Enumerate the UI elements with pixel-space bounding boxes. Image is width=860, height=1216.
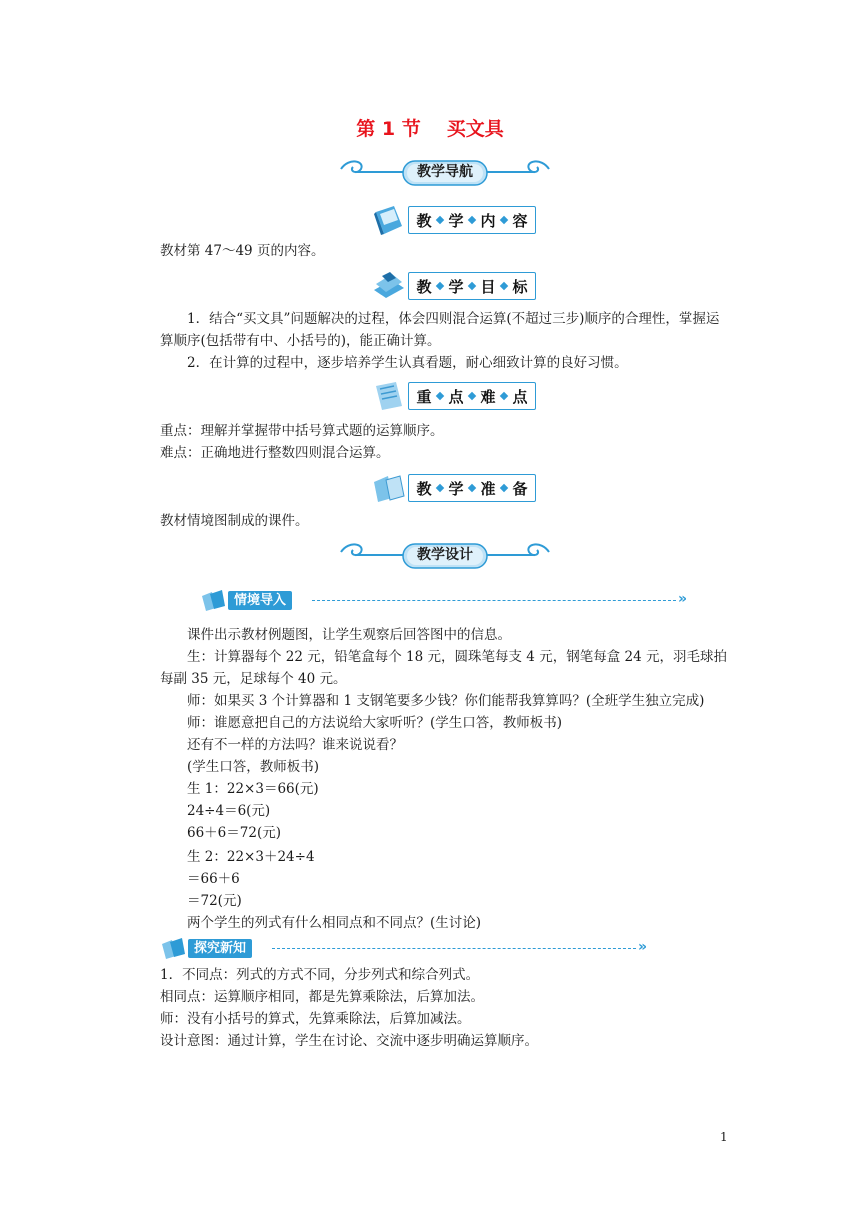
section-title-box: 教 学 内 容: [408, 206, 536, 234]
explore-line: 设计意图：通过计算，学生在讨论、交流中逐步明确运算顺序。: [160, 1033, 538, 1049]
intro-line: 师：如果买 3 个计算器和 1 支钢笔要多少钱？你们能帮我算算吗？(全班学生独立完成): [160, 693, 705, 709]
section-title-box: 教 学 目 标: [408, 272, 536, 300]
tag-label: 情境导入: [228, 591, 292, 610]
banner-teaching-nav: [335, 155, 555, 191]
section-title-box: 教 学 准 备: [408, 474, 536, 502]
tag-explore-new: [160, 938, 660, 960]
intro-line: 课件出示教材例题图，让学生观察后回答图中的信息。: [160, 627, 511, 643]
section-title-box: 重 点 难 点: [408, 382, 536, 410]
intro-line: 师：谁愿意把自己的方法说给大家听听？(学生口答，教师板书): [160, 715, 563, 731]
double-chevron-icon: »: [678, 591, 688, 607]
intro-line: 生 1：22×3＝66(元): [160, 781, 319, 797]
cards-icon: [200, 588, 226, 612]
content-text: 教材第 47～49 页的内容。: [160, 243, 325, 259]
explore-line: 师：没有小括号的算式，先算乘除法，后算加减法。: [160, 1011, 471, 1027]
intro-line: 生：计算器每个 22 元，铅笔盒每个 18 元，圆珠笔每支 4 元，钢笔每盒 24 元，羽毛球拍每副 35 元，足球每个 40 元。: [160, 649, 727, 687]
explore-line: 1．不同点：列式的方式不同，分步列式和综合列式。: [160, 967, 480, 983]
books-stack-icon: [372, 270, 406, 302]
paper-icon: [372, 380, 406, 412]
intro-line: 66＋6＝72(元): [160, 825, 281, 841]
intro-line: ＝72(元): [160, 893, 242, 909]
cards-icon: [160, 936, 186, 960]
page-number: 1: [720, 1130, 728, 1144]
explore-line: 相同点：运算顺序相同，都是先算乘除法，后算加法。: [160, 989, 484, 1005]
tag-scenario-intro: [200, 590, 700, 612]
banner-label: 教学设计: [417, 547, 473, 563]
intro-line: 两个学生的列式有什么相同点和不同点？(生讨论): [160, 915, 482, 931]
banner-label: 教学导航: [417, 164, 473, 180]
goal-1: 1．结合“买文具”问题解决的过程，体会四则混合运算(不超过三步)顺序的合理性，掌握运算顺序(包括带有中、小括号的)，能正确计算。: [160, 311, 720, 349]
goal-2: 2．在计算的过程中，逐步培养学生认真看题，耐心细致计算的良好习惯。: [160, 355, 628, 371]
lesson-name: 买文具: [446, 118, 504, 140]
intro-line: 24÷4＝6(元): [160, 803, 271, 819]
intro-line: 生 2：22×3＋24÷4: [160, 849, 315, 865]
intro-line: (学生口答，教师板书): [160, 759, 320, 775]
intro-line: 还有不一样的方法吗？谁来说说看？: [160, 737, 403, 753]
book-icon: [372, 204, 406, 236]
page-title: [0, 114, 860, 141]
double-chevron-icon: »: [638, 939, 648, 955]
key-point: 重点：理解并掌握带中括号算式题的运算顺序。: [160, 423, 444, 439]
intro-line: ＝66＋6: [160, 871, 240, 887]
difficult-point: 难点：正确地进行整数四则混合运算。: [160, 445, 390, 461]
lesson-number: 第 1 节: [356, 118, 421, 140]
tag-label: 探究新知: [188, 939, 252, 958]
prep-text: 教材情境图制成的课件。: [160, 513, 309, 529]
cards-icon: [372, 472, 406, 504]
banner-teaching-design: [335, 538, 555, 574]
